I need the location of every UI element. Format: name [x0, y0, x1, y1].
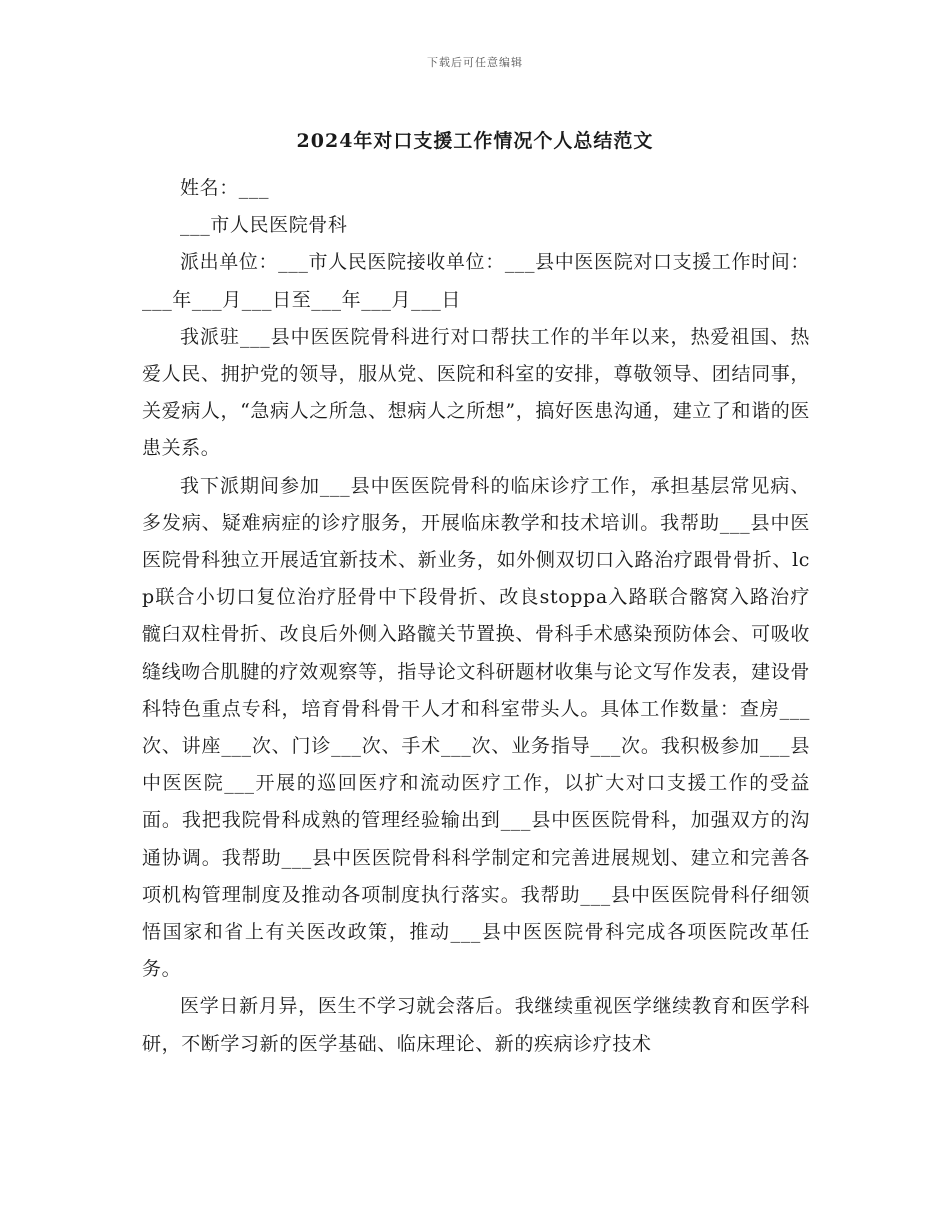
department-line: ___市人民医院骨科 [180, 214, 348, 237]
name-line: 姓名：___ [180, 177, 270, 199]
document-body [142, 170, 810, 1063]
paragraph-attitude: 我派驻___县中医医院骨科进行对口帮扶工作的半年以来，热爱祖国、热爱人民、拥护党的领导，服从党、医院和科室的安排，尊敬领导、团结同事，关爱病人，“急病人之所急、想病人之所想”，搞好医患沟通，建立了和谐的医患关系。 [142, 325, 810, 460]
assignment-info-paragraph: 派出单位：___市人民医院接收单位：___县中医医院对口支援工作时间：___年___月___日至___年___月___日 [142, 251, 810, 311]
paragraph-work-content: 我下派期间参加___县中医医院骨科的临床诊疗工作，承担基层常见病、多发病、疑难病症的诊疗服务，开展临床教学和技术培训。我帮助___县中医医院骨科独立开展适宜新技术、新业务，如外侧双切口入路治疗跟骨骨折、lcp联合小切口复位治疗胫骨中下段骨折、改良stoppa入路联合髂窝入路治疗髋臼双柱骨折、改良后外侧入路髋关节置换、骨科手术感染预防体会、可吸收缝线吻合肌腱的疗效观察等，指导论文科研题材收集与论文写作发表，建设骨科特色重点专科，培育骨科骨干人才和科室带头人。具体工作数量：查房___次、讲座___次、门诊___次、手术___次、业务指导___次。我积极参加___县中医医院___开展的巡回医疗和流动医疗工作，以扩大对口支援工作的受益面。我把我院骨科成熟的管理经验输出到___县中医医院骨科，加强双方的沟通协调。我帮助___县中医医院骨科科学制定和完善进展规划、建立和完善各项机构管理制度及推动各项制度执行落实。我帮助___县中医医院骨科仔细领悟国家和省上有关医改政策，推动___县中医医院骨科完成各项医院改革任务。 [142, 474, 810, 981]
document-title: 2024年对口支援工作情况个人总结范文 [296, 130, 654, 152]
page-header-note: 下载后可任意编辑 [427, 56, 523, 69]
paragraph-continuing-education: 医学日新月异，医生不学习就会落后。我继续重视医学继续教育和医学科研，不断学习新的医学基础、临床理论、新的疾病诊疗技术 [142, 995, 810, 1055]
